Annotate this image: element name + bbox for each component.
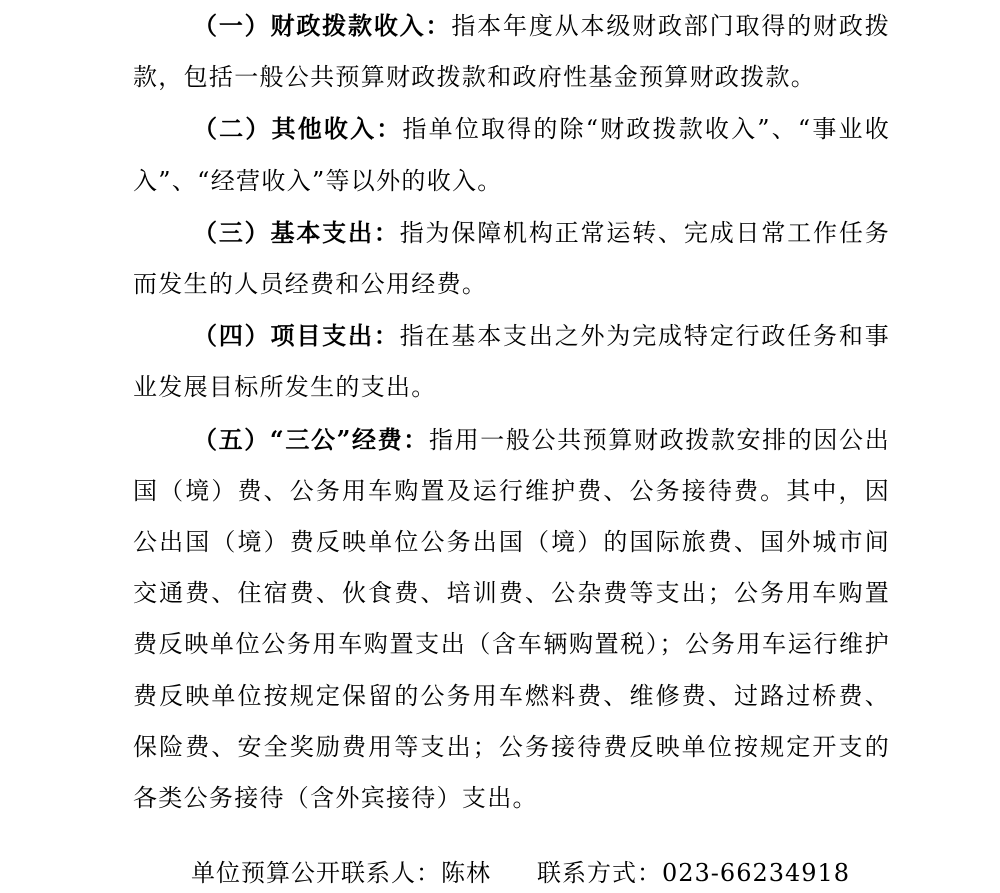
- contact-line: [191, 853, 850, 893]
- definition-term: （三）基本支出：: [193, 217, 400, 247]
- contact-phone: 023-66234918: [662, 859, 851, 887]
- definition-text: 指单位取得的除“财政拨款收入”、“事业收入”、“经营收入”等以外的收入。: [133, 115, 890, 195]
- contact-method-label: 联系方式：: [537, 859, 662, 887]
- definition-text: 指在基本支出之外为完成特定行政任务和事业发展目标所发生的支出。: [133, 322, 891, 402]
- definition-financial-appropriation: [133, 0, 890, 103]
- contact-person-label: 单位预算公开联系人：: [191, 859, 441, 887]
- definition-text: 指本年度从本级财政部门取得的财政拨款，包括一般公共预算财政拨款和政府性基金预算财政拨款。: [133, 12, 890, 92]
- contact-person-name: 陈林: [441, 859, 491, 887]
- definition-text: 指用一般公共预算财政拨款安排的因公出国（境）费、公务用车购置及运行维护费、公务接待费。其中，因公出国（境）费反映单位公务出国（境）的国际旅费、国外城市间交通费、住宿费、伙食费、培训费、公杂费等支出；公务用车购置费反映单位公务用车购置支出（含车辆购置税）；公务用车运行维护费反映单位按规定保留的公务用车燃料费、维修费、过路过桥费、保险费、安全奖励费用等支出；公务接待费反映单位按规定开支的各类公务接待（含外宾接待）支出。: [133, 425, 890, 813]
- definition-text: 指为保障机构正常运转、完成日常工作任务而发生的人员经费和公用经费。: [133, 218, 891, 299]
- definition-basic-expenditure: [133, 207, 890, 310]
- definition-term: （五）“三公”经费：: [193, 424, 429, 454]
- definition-three-public-expenses: [133, 414, 890, 825]
- definition-term: （二）其他收入：: [193, 114, 403, 144]
- definition-term: （一）财政拨款收入：: [193, 11, 452, 40]
- definition-project-expenditure: [133, 310, 890, 413]
- definitions-section: [133, 0, 890, 824]
- definition-other-income: [133, 103, 890, 206]
- definition-term: （四）项目支出：: [193, 321, 400, 351]
